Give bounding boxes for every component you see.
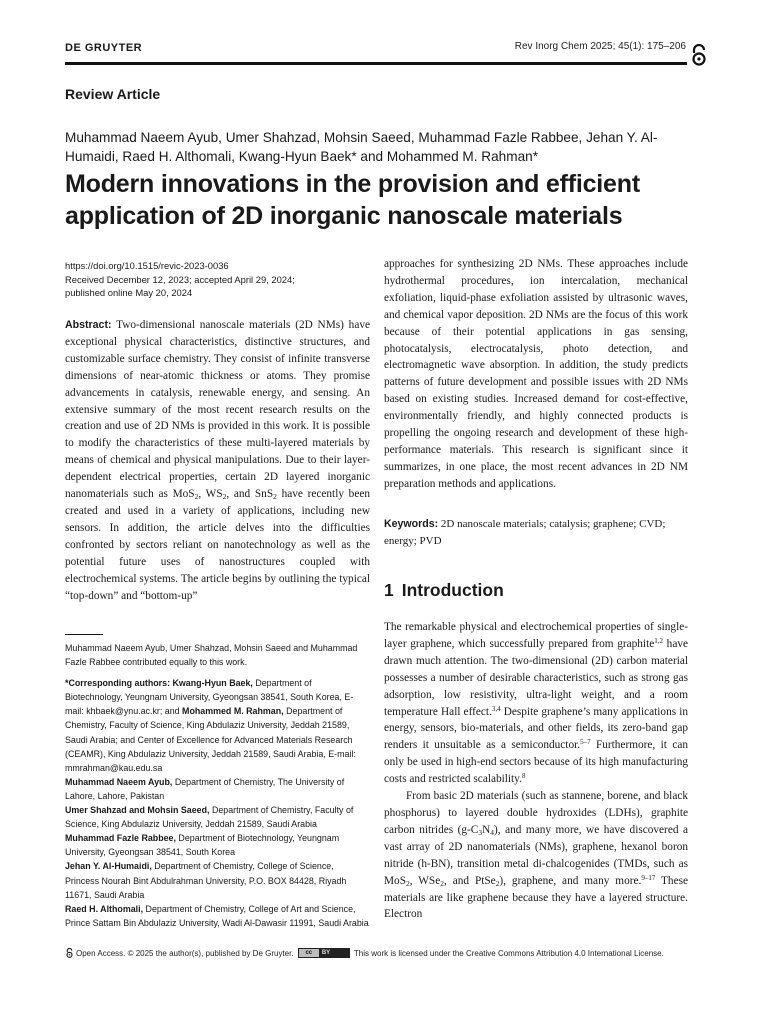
citation[interactable]: 9–17	[641, 873, 656, 882]
affiliation-name: Muhammad Fazle Rabbee,	[65, 833, 176, 844]
affiliation-name: Umer Shahzad and Mohsin Saeed,	[65, 805, 210, 816]
affiliation	[65, 803, 370, 831]
affiliation	[65, 902, 370, 930]
header-rule	[65, 62, 687, 65]
affiliation	[65, 859, 370, 901]
body-text: , WSe	[409, 874, 441, 887]
doi-link[interactable]: https://doi.org/10.1515/revic-2023-0036	[65, 260, 229, 271]
corr-text: Department of Biotechnology, Yeungnam University, Gyeongsan 38541, South Korea, E-mail: khbaek@ynu.ac.kr; and	[65, 678, 354, 717]
abstract-text: approaches for synthesizing 2D NMs. These approaches include hydrothermal procedures, ion intercalation, mechanical exfoliation, liquid-phase exfoliation assisted by ultrasonic waves, and chemical vapor deposition. 2D NMs are the focus of this work because of their potential applications in gas sensing, photocatalysis, electrocatalysis, photo detection, and electromagnetic wave absorption. In addition, the study predicts patterns of future development and possible issues with 2D NMs based on existing studies. Increased demand for cost-effective, environmentally friendly, and highly connected products is propelling the ongoing research and development of these high-performance materials. This research is significant since it summarizes, in one place, the most recent advances in 2D NM preparation methods and applications.	[384, 258, 688, 490]
citation[interactable]: 1,2	[654, 636, 663, 645]
subscript: 4	[490, 827, 495, 837]
received-dates: Received December 12, 2023; accepted April 29, 2024;	[65, 273, 295, 285]
section-number: 1	[384, 580, 394, 600]
article-type: Review Article	[65, 86, 161, 102]
section-title: Introduction	[401, 580, 504, 600]
citation[interactable]: 5–7	[580, 738, 591, 747]
introduction-body	[384, 619, 688, 923]
subscript: 3	[478, 827, 483, 837]
subscript: 2	[405, 878, 410, 888]
body-text: Despite graphene’s many applications in energy, sensors, bio-materials, and other fields, its zero-band gap renders it unsuitable as a semiconductor.	[384, 705, 688, 752]
article-meta	[65, 259, 385, 300]
open-access-icon	[65, 948, 74, 958]
citation[interactable]: 3,4	[491, 704, 501, 713]
body-text: , and PtSe	[443, 874, 496, 887]
abstract-label: Abstract:	[65, 319, 112, 331]
license-text: This work is licensed under the Creative Commons Attribution 4.0 International License.	[351, 949, 664, 958]
abstract-text: , WS	[198, 488, 223, 501]
open-access-icon	[690, 44, 708, 66]
keywords-text: 2D nanoscale materials; catalysis; graphene; CVD; energy; PVD	[384, 518, 666, 547]
paragraph	[384, 619, 688, 788]
license-footer	[65, 948, 664, 958]
body-text: ), graphene, and many more.	[499, 874, 642, 887]
subscript: 2	[222, 492, 227, 502]
affiliation-name: Jehan Y. Al-Humaidi,	[65, 861, 152, 872]
section-heading	[384, 580, 504, 601]
cc-label: cc	[299, 949, 319, 957]
body-text: have drawn much attention. The two-dimensional (2D) carbon material possesses a number of desirable characteristics, such as strong gas adsorption, low resistivity, ultra-light weight, and a room temperature Hall effect.	[384, 637, 688, 718]
corr-label: *Corresponding authors: Kwang-Hyun Baek,	[65, 678, 253, 689]
body-text: The remarkable physical and electrochemical properties of single-layer graphene, which successfully prepared from graphite	[384, 621, 688, 650]
affiliation	[65, 775, 370, 803]
footnote-rule	[65, 634, 103, 635]
article-title: Modern innovations in the provision and efficient application of 2D inorganic nanoscale materials	[65, 170, 640, 230]
abstract-continued	[384, 256, 688, 493]
abstract-text: have recently been created and used in a variety of applications, including new sensors. In addition, the article delves into the difficulties confronted by sectors reliant on nanotechnology as well as the potential future uses of nanostructures coupled with electrochemical systems. The article begins by outlining the typical “top-down” and “bottom-up”	[65, 488, 371, 602]
author-list: Muhammad Naeem Ayub, Umer Shahzad, Mohsin Saeed, Muhammad Fazle Rabbee, Jehan Y. Al-Humaidi, Raed H. Althomali, Kwang-Hyun Baek* and Mohammed M. Rahman*	[65, 130, 658, 164]
paragraph	[384, 788, 688, 923]
keywords-label: Keywords:	[384, 518, 439, 530]
cc-by-license-icon[interactable]	[298, 948, 350, 958]
body-text: From basic 2D materials (such as stannene, borene, and black phosphorus) to layered double hydroxides (LDHs), graphite carbon nitrides (g-C	[384, 790, 688, 836]
abstract	[65, 317, 370, 604]
affiliation-text: Department of Chemistry, Faculty of Science, King Abdulaziz University, Jeddah 21589, Saudi Arabia	[65, 805, 354, 830]
body-text: ), and many more, we have discovered a vast array of 2D nanomaterials (NMs), graphene, hexanol boron nitride (h-BN), transition metal di-chalcogenides (TMDs, such as MoS	[384, 823, 689, 887]
footnotes	[65, 641, 370, 930]
equal-contribution-note: Muhammad Naeem Ayub, Umer Shahzad, Mohsin Saeed and Muhammad Fazle Rabbee contributed equally to this work.	[65, 643, 358, 668]
open-access-label: Open Access.	[76, 949, 126, 958]
affiliation-text: Department of Chemistry, The University of Lahore, Lahore, Pakistan	[65, 776, 345, 801]
corresponding-authors-note	[65, 676, 370, 775]
subscript: 2	[495, 878, 500, 888]
affiliation-text: Department of Chemistry, College of Art and Science, Prince Sattam Bin Abdulaziz University, Wadi Al-Dawasir 11991, Saudi Arabia	[65, 903, 369, 928]
abstract-text: , and SnS	[226, 488, 274, 501]
affiliation-text: Department of Biotechnology, Yeungnam University, Gyeongsan 38541, South Korea	[65, 833, 340, 858]
body-text: These materials are like graphene because they have a layered structure. Electron	[384, 874, 689, 921]
publisher-logo: DE GRUYTER	[65, 42, 143, 54]
affiliation-name: Muhammad Naeem Ayub,	[65, 776, 173, 787]
subscript: 2	[194, 492, 199, 502]
corr-text: Department of Chemistry, Faculty of Science, King Abdulaziz University, Jeddah 21589, Saudi Arabia; and Center of Excellence for Advanced Materials Research (CEAMR), King Abdulaziz University, Jeddah 21589, Saudi Arabia, E-mail: mmrahman@kau.edu.sa	[65, 706, 356, 773]
abstract-text: Two-dimensional nanoscale materials (2D NMs) have exceptional physical characteristics, distinctive structures, and customizable surface chemistry. They consist of infinite transverse dimensions of near-atomic thickness or atoms. They promise advancements in catalysis, renewable energy, and sensing. An extensive summary of the most recent research results on the creation and use of 2D NMs is provided in this work. It is possible to modify the characteristics of these multi-layered materials by means of chemical and physical manipulations. Due to their layer-dependent electrical properties, certain 2D layered inorganic nanomaterials such as MoS	[65, 319, 370, 501]
copyright-text: © 2025 the author(s), published by De Gruyter.	[125, 949, 294, 958]
subscript: 2	[273, 492, 277, 502]
affiliation	[65, 831, 370, 859]
body-text: N	[482, 823, 491, 836]
corr-name: Mohammed M. Rahman,	[182, 706, 284, 717]
body-text: Furthermore, it can only be used in high-end sectors because of its high manufacturing costs and restricted scalability.	[384, 739, 688, 786]
published-date: published online May 20, 2024	[65, 287, 193, 299]
affiliation-text: Department of Chemistry, College of Science, Princess Nourah Bint Abdulrahman University, P.O. BOX 84428, Riyadh 11671, Saudi Arabia	[65, 861, 347, 900]
citation[interactable]: 8	[521, 772, 526, 781]
journal-reference: Rev Inorg Chem 2025; 45(1): 175–206	[514, 41, 686, 52]
subscript: 2	[440, 878, 444, 888]
by-label: BY	[321, 950, 331, 956]
keywords	[384, 516, 688, 550]
affiliation-name: Raed H. Althomali,	[65, 903, 144, 914]
